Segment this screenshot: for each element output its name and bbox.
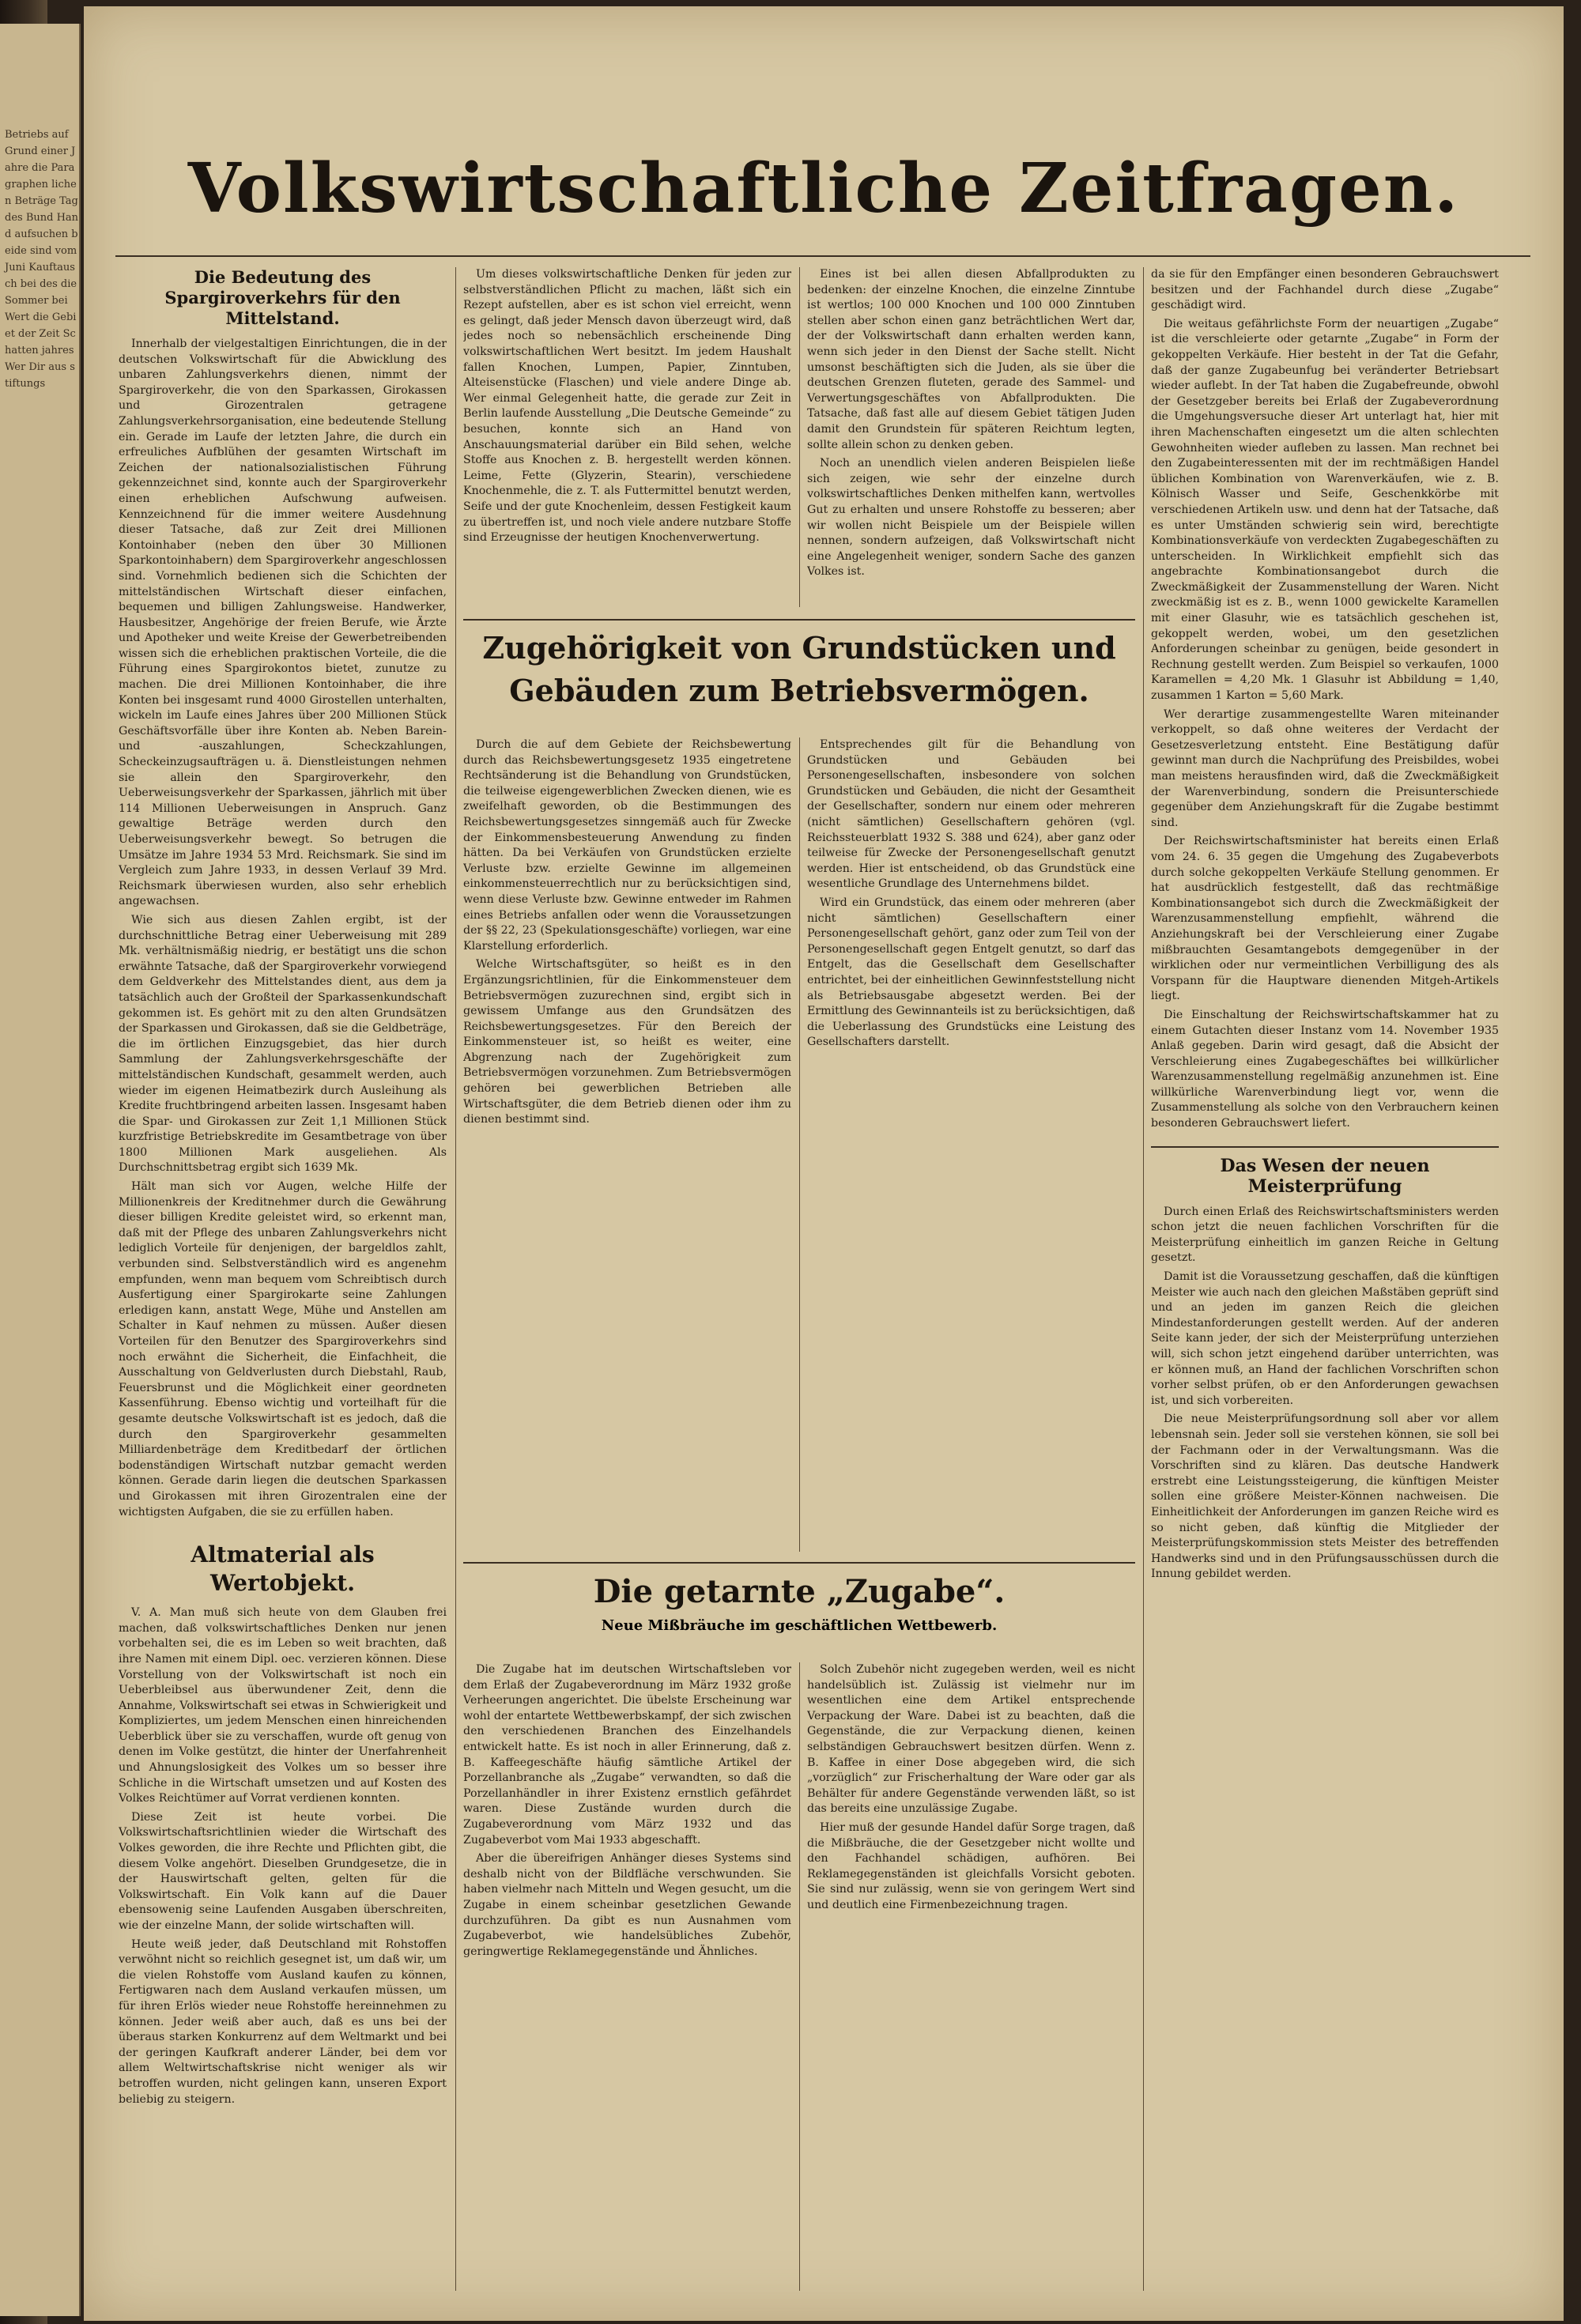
column-rule <box>799 1662 800 2291</box>
headline-zugehoerigkeit: Zugehörigkeit von Grundstücken und Gebäuden zum Betriebsvermögen. <box>482 630 1116 708</box>
previous-page-text: Betriebs auf Grund einer Jahre die Paragraphen lichen Beträge Tag des Bund Hand aufsuchen beide sind vom Juni Kauftausch bei des die Sommer bei Wert die Gebiet der Zeit Schatten jahres Wer Dir aus stiftungs <box>5 129 79 390</box>
paragraph: Innerhalb der vielgestaltigen Einrichtungen, die in der deutschen Volkswirtschaft für die Abwicklung des unbaren Zahlungsverkehrs dienen, nimmt der Spargiroverkehr, die von den Sparkassen, Girokassen und Girozentralen getragene Zahlungsverkehrsorganisation, eine bedeutende Stellung ein. Gerade im Laufe der letzten Jahre, die durch ein erfreuliches Aufblühen der gesamten Wirtschaft im Zeichen der nationalsozialistischen Führung gekennzeichnet sind, konnte auch der Spargiroverkehr einen erheblichen Aufschwung aufweisen. Kennzeichnend für die immer weitere Ausdehnung dieser Tatsache, daß zur Zeit drei Millionen Kontoinhaber (neben den über 30 Millionen Sparkontoinhabern) dem Spargiroverkehr angeschlossen sind. Vornehmlich bedienen sich die Schichten der mittelständischen Wirtschaft dieser einfachen, bequemen und billigen Zahlungsweise. Handwerker, Hausbesitzer, Angehörige der freien Berufe, wie Ärzte und Apotheker und weite Kreise der Gewerbetreibenden wissen sich die erheblichen praktischen Vorteile, die die Führung eines Spargirokontos bietet, zunutze zu machen. Die drei Millionen Kontoinhaber, die ihre Konten bei insgesamt rund 4000 Girostellen unterhalten, wickeln im Laufe eines Jahres über 200 Millionen Stück Geschäftsvorfälle über ihre Konten ab. Neben Barein- und -auszahlungen, Scheckzahlungen, Scheckeinzugsaufträgen u. ä. Dienstleistungen nehmen sie allein den Spargiroverkehr, den Ueberweisungsverkehr der Sparkassen, jährlich mit über 114 Millionen Ueberweisungen in Anspruch. Ganz gewaltige Beträge werden durch den Ueberweisungsverkehr bewegt. So betrugen die Umsätze im Jahre 1934 53 Mrd. Reichsmark. Sie sind im Vergleich zum Jahre 1933, in dessen Verlauf 39 Mrd. Reichsmark überwiesen wurden, also sehr erheblich angewachsen. <box>119 338 447 908</box>
paragraph: Der Reichswirtschaftsminister hat bereits einen Erlaß vom 24. 6. 35 gegen die Umgehung des Zugabeverbots durch solche gekoppelten Verkäufe Stellung genommen. Er hat ausdrücklich festgestellt, daß das rechtmäßige Kombinationsangebot sich durch die Zweckmäßigkeit der Warenzusammenstellung empfiehlt, während die Anziehungskraft bei der Verschleierung einer Zugabe mißbrauchten Gesamtangebots demgegenüber in der wirklichen oder nur vermeintlichen Verbilligung des als Vorspann für die Hauptware dienenden Mitgeh-Artikels liegt. <box>1151 835 1499 1003</box>
column-3-mid <box>807 738 1135 1552</box>
paragraph: Durch die auf dem Gebiete der Reichsbewertung durch das Reichsbewertungsgesetz 1935 eingetretene Rechtsänderung ist die Behandlung von Grundstücken, die teilweise eigengewerblichen Zwecken dienen, wie es zweifelhaft geworden, ob die Bestimmungen des Reichsbewertungsgesetzes sinngemäß auch für Zwecke der Einkommensbesteuerung Anwendung zu finden hätten. Da bei Verkäufen von Grundstücken erzielte Verluste bzw. erzielte Gewinne im allgemeinen einkommensteuerrechtlich nur zu berücksichtigen sind, wenn diese Verluste bzw. Gewinne entweder im Rahmen eines Betriebs anfallen oder wenn die Voraussetzungen der §§ 22, 23 (Spekulationsgeschäfte) vorliegen, war eine Klarstellung erforderlich. <box>463 738 791 953</box>
paragraph: Die neue Meisterprüfungsordnung soll aber vor allem lebensnah sein. Jeder soll sie verstehen können, sie soll bei der Fachmann oder in der Verwaltungsmann. Was die Vorschriften sind zu klären. Das deutsche Handwerk erstrebt eine Leistungssteigerung, die künftigen Meister sollen eine größere Meister-Können nachweisen. Die Einheitlichkeit der Anforderungen im ganzen Reiche wird es so nicht geben, daß künftig die Mitglieder der Meisterprüfungskommission stets Meister des betreffenden Handwerks sind und in den Prüfungsausschüssen durch die Innung gebildet werden. <box>1151 1413 1499 1581</box>
column-1 <box>119 267 447 2291</box>
column-3-top <box>807 267 1135 607</box>
paragraph: Die Einschaltung der Reichswirtschaftskammer hat zu einem Gutachten dieser Instanz vom 14. November 1935 Anlaß gegeben. Darin wird gesagt, daß die Absicht der Verschleierung eines Zugabegeschäftes bei willkürlicher Warenzusammenstellung regelmäßig anzunehmen ist. Eine willkürliche Warenverbindung liegt vor, wenn die Zusammenstellung als solche von den Verbrauchern keinen besonderen Gebrauchswert liefert. <box>1151 1008 1499 1130</box>
section-rule <box>463 1562 1135 1564</box>
zugehoerigkeit-headline-block <box>463 627 1135 722</box>
column-rule <box>799 267 800 607</box>
paragraph: Entsprechendes gilt für die Behandlung von Grundstücken und Gebäuden bei Personengesellschaften, insbesondere von solchen Grundstücken und Gebäuden, die nicht der Gesamtheit der Gesellschafter, sondern nur einem oder mehreren (nicht sämtlichen) Gesellschaftern gehören (vgl. Reichssteuerblatt 1932 S. 388 und 624), aber ganz oder teilweise für Zwecke der Personengesellschaft genutzt werden. Hier ist entscheidend, ob das Grundstück eine wesentliche Grundlage des Unternehmens bildet. <box>807 738 1135 891</box>
column-3-bottom <box>807 1662 1135 2291</box>
paragraph: Hier muß der gesunde Handel dafür Sorge tragen, daß die Mißbräuche, die der Gesetzgeber nicht wollte und den Fachhandel schädigen, aufhören. Bei Reklamegegenständen ist gleichfalls Vorsicht geboten. Sie sind nur zulässig, wenn sie von geringem Wert sind und deutlich eine Firmenbezeichnung tragen. <box>807 1820 1135 1911</box>
column-2-mid <box>463 738 791 1552</box>
paragraph: Noch an unendlich vielen anderen Beispielen ließe sich zeigen, wie sehr der einzelne durch volkswirtschaftliches Denken mithelfen kann, wertvolles Gut zu erhalten und unsere Rohstoffe zu besseren; aber wir wollen nicht Beispiele um der Beispiele willen nennen, sondern aufzeigen, daß Volkswirtschaft nicht eine Angelegenheit weniger, sondern Sache des ganzen Volkes ist. <box>807 457 1135 579</box>
column-rule <box>799 738 800 1552</box>
column-2-top <box>463 267 791 607</box>
article-altmaterial <box>119 1541 447 2107</box>
paragraph: Durch einen Erlaß des Reichswirtschaftsministers werden schon jetzt die neuen fachlichen Vorschriften für die Meisterprüfung einheitlich im ganzen Reiche in Geltung gesetzt. <box>1151 1205 1499 1265</box>
column-rule <box>455 267 456 2291</box>
masthead: Volkswirtschaftliche Zeitfragen. <box>187 149 1460 228</box>
headline-spargiro: Die Bedeutung des Spargiroverkehrs für den Mittelstand. <box>164 267 401 328</box>
paragraph: Aber die übereifrigen Anhänger dieses Systems sind deshalb nicht von der Bildfläche verschwunden. Sie haben vielmehr nach Mitteln und Wegen gesucht, um die Zugabe in einem scheinbar gesetzlichen Gewande durchzuführen. Da gibt es nun Ausnahmen vom Zugabeverbot, wie handelsübliches Zubehör, geringwertige Reklamegegenstände und Ähnliches. <box>463 1852 791 1958</box>
headline-zugabe: Die getarnte „Zugabe“. <box>593 1573 1006 1610</box>
previous-page-edge <box>0 24 81 2316</box>
article-spargiro <box>119 267 447 1520</box>
headline-altmaterial: Altmaterial als Wertobjekt. <box>191 1541 375 1597</box>
paragraph: Wer derartige zusammengestellte Waren miteinander verkoppelt, so daß ohne weiteres der Verdacht der Gesetzesverletzung entsteht. Eine Bestätigung dafür gewinnt man durch die Nachprüfung des Preisbildes, wobei man meistens herausfinden wird, daß die Zweckmäßigkeit der Warenverbindung, sondern die Preisunterschiede gegenüber dem Anziehungskraft für die Zugabe bestimmt sind. <box>1151 707 1499 829</box>
zugabe-headline-block <box>463 1571 1135 1651</box>
column-4 <box>1151 267 1499 2291</box>
paragraph: Damit ist die Voraussetzung geschaffen, daß die künftigen Meister wie auch nach den gleichen Maßstäben geprüft sind und an jeden im ganzen Reich die gleichen Mindestanforderungen gestellt werden. Auf der anderen Seite kann jeder, der sich der Meisterprüfung unterziehen will, sich schon jetzt eingehend darüber unterrichten, was er können muß, an Hand der fachlichen Vorschriften schon vorher selbst prüfen, ob er den Anforderungen gewachsen ist, und sich vorbereiten. <box>1151 1270 1499 1407</box>
paragraph: Die weitaus gefährlichste Form der neuartigen „Zugabe“ ist die verschleierte oder getarnte „Zugabe“ in Form der gekoppelten Verkäufe. Hier besteht in der Tat die Gefahr, daß der ganze Zugabeunfug bei veränderter Betriebsart wieder auflebt. In der Tat haben die Zugabefreunde, obwohl der Gesetzgeber bereits bei Erlaß der Zugabeverordnung die Umgehungsversuche dieser Art unterlagt hat, hier mit ihren Machenschaften eingesetzt um die alten schlechten Gewohnheiten wieder aufleben zu lassen. Man rechnet bei den Zugabeinteressenten mit der im rechtmäßigen Handel üblichen Kombination von Warenverkäufen, wie z. B. Kölnisch Wasser und Seife, Geschenkkörbe mit verschiedenen Artikeln usw. und denn hat der Tatsache, daß es unter Umständen schwierig sein wird, berechtigte Kombinationsverkäufe von verdeckten Zugabegeschäften zu unterscheiden. In Wirklichkeit empfiehlt sich das angebrachte Kombinationsangebot durch die Zweckmäßigkeit der Zusammenstellung der Waren. Nicht zweckmäßig ist es z. B., wenn 1000 gewickelte Karamellen mit einer Glasuhr, wie es tatsächlich geschehen ist, gekoppelt werden, wobei, um den gesetzlichen Anforderungen scheinbar zu genügen, beide gesondert in Rechnung gestellt werden. Zum Beispiel so verkaufen, 1000 Karamellen = 4,20 Mk. 1 Glasuhr ist Abbildung = 1,40, zusammen 1 Karton = 5,60 Mark. <box>1151 317 1499 703</box>
paragraph: Wie sich aus diesen Zahlen ergibt, ist der durchschnittliche Betrag einer Ueberweisung mit 289 Mk. verhältnismäßig niedrig, er bestätigt uns die schon erwähnte Tatsache, daß der Spargiroverkehr vorwiegend dem Geldverkehr des Mittelstandes dient, aus dem ja tatsächlich auch der Großteil der Sparkassenkundschaft gekommen ist. Es gehört mit zu den alten Grundsätzen der Sparkassen und Girokassen, daß sie die Geldbeträge, die im örtlichen Einzugsgebiet, das hier durch Sammlung der Zahlungsverkehrsgeschäfte der mittelständischen Kundschaft, gesammelt werden, auch wieder im eigenen Heimatbezirk durch Ausleihung als Kredite fruchtbringend arbeiten lassen. Insgesamt haben die Spar- und Girokassen zur Zeit 1,1 Millionen Stück kurzfristige Betriebskredite im Gesamtbetrage von über 1800 Millionen Mark ausgeliehen. Als Durchschnittsbetrag ergibt sich 1639 Mk. <box>119 913 447 1175</box>
headline-meister: Das Wesen der neuen Meisterprüfung <box>1220 1155 1430 1197</box>
column-2-bottom <box>463 1662 791 2291</box>
paragraph: Um dieses volkswirtschaftliche Denken für jeden zur selbstverständlichen Pflicht zu machen, läßt sich ein Rezept aufstellen, aber es ist schon viel erreicht, wenn es gelingt, daß jeder Mensch davon überzeugt wird, daß jedes noch so nebensächlich erscheinende Ding volkswirtschaftlichen Wert besitzt. Im jedem Haushalt fallen Knochen, Lumpen, Papier, Zinntuben, Alteisenstücke (Flaschen) und viele andere Dinge ab. Wer einmal Gelegenheit hatte, die gerade zur Zeit in Berlin laufende Ausstellung „Die Deutsche Gemeinde“ zu besuchen, konnte sich an Hand von Anschauungsmaterial darüber ein Bild sehen, welche Stoffe aus Knochen z. B. hergestellt werden können. Leime, Fette (Glyzerin, Stearin), verschiedene Knochenmehle, die z. T. als Futtermittel benutzt werden, Seife und der gute Knochenleim, dessen Festigkeit kaum zu übertreffen ist, und noch viele andere nutzbare Stoffe sind Erzeugnisse der heutigen Knochenverwertung. <box>463 268 791 545</box>
subhead-zugabe: Neue Mißbräuche im geschäftlichen Wettbewerb. <box>601 1617 998 1634</box>
section-rule <box>463 619 1135 621</box>
column-rule <box>1143 267 1144 2291</box>
paragraph: Hält man sich vor Augen, welche Hilfe der Millionenkreis der Kreditnehmer durch die Gewährung dieser billigen Kredite geleistet wird, so erkennt man, daß mit der Pflege des unbaren Zahlungsverkehrs nicht lediglich Vorteile für denjenigen, der bargeldlos zahlt, verbunden sind. Selbstverständlich wird es angenehm empfunden, wenn man bequem vom Schreibtisch durch Ausfertigung einer Spargirokarte seine Zahlungen erledigen kann, anstatt Wege, Mühe und Anstellen am Schalter in Kauf nehmen zu müssen. Außer diesen Vorteilen für den Benutzer des Spargiroverkehrs sind noch erwähnt die Sicherheit, die Einfachheit, die Ausschaltung von Geldverlusten durch Diebstahl, Raub, Feuersbrunst und die Möglichkeit einer geordneten Kassenführung. Ebenso wichtig und vorteilhaft für die gesamte deutsche Volkswirtschaft ist es jedoch, daß die durch den Spargiroverkehr gesammelten Milliardenbeträge dem Kreditbedarf der örtlichen bodenständigen Wirtschaft nutzbar gemacht werden können. Gerade darin liegen die deutschen Sparkassen und Girokassen mit ihren Girozentralen eine der wichtigsten Aufgaben, die sie zu erfüllen haben. <box>119 1180 447 1519</box>
paragraph: Diese Zeit ist heute vorbei. Die Volkswirtschaftsrichtlinien wieder die Wirtschaft des Volkes geworden, die ihre Rechte und Pflichten gibt, die diesem Volke angehört. Dieselben Grundgesetze, die in der Hauswirtschaft gelten, gelten für die Volkswirtschaft. Ein Volk kann auf die Dauer ebensowenig seine Laufenden Ausgaben überschreiten, wie der einzelne Mann, der solide wirtschaften will. <box>119 1810 447 1932</box>
paragraph: Welche Wirtschaftsgüter, so heißt es in den Ergänzungsrichtlinien, für die Einkommensteuer dem Betriebsvermögen zuzurechnen sind, ergibt sich in gewissem Umfange aus den Grundsätzen des Reichsbewertungsgesetzes. Für den Bereich der Einkommensteuer ist, so heißt es weiter, eine Abgrenzung nach der Zugehörigkeit zum Betriebsvermögen vorzunehmen. Zum Betriebsvermögen gehören bei gewerblichen Betrieben alle Wirtschaftsgüter, die dem Betrieb dienen oder ihm zu dienen bestimmt sind. <box>463 958 791 1126</box>
paragraph: Heute weiß jeder, daß Deutschland mit Rohstoffen verwöhnt nicht so reichlich gesegnet ist, um daß wir, um die vielen Rohstoffe vom Ausland kaufen zu können, Fertigwaren nach dem Ausland verkaufen müssen, um für ihren Erlös wieder neue Rohstoffe hereinnehmen zu können. Jeder weiß aber auch, daß es uns bei der überaus starken Konkurrenz auf dem Weltmarkt und bei der geringen Kaufkraft anderer Länder, bei dem vor allem Weltwirtschaftskrise nicht weniger als wir betroffen wurden, nicht gelingen kann, unseren Export beliebig zu steigern. <box>119 1937 447 2106</box>
masthead-rule <box>115 255 1530 257</box>
paragraph: Eines ist bei allen diesen Abfallprodukten zu bedenken: der einzelne Knochen, die einzelne Zinntube ist wertlos; 100 000 Knochen und 100 000 Zinntuben stellen aber schon einen ganz beträchtlichen Wert dar, der der Volkswirtschaft dann erhalten werden kann, wenn sich jeder in den Dienst der Sache stellt. Nicht umsonst beschäftigten sich die Juden, als sie über die deutschen Grenzen fluteten, gerade des Sammel- und Verwertungsgeschäftes von Abfallprodukten. Die Tatsache, daß fast alle auf diesem Gebiet tätigen Juden damit den Grundstein für späteren Reichtum legten, sollte allein schon zu denken geben. <box>807 268 1135 451</box>
paragraph: da sie für den Empfänger einen besonderen Gebrauchswert besitzen und der Fachhandel durch diese „Zugabe“ geschädigt wird. <box>1151 268 1499 312</box>
paragraph: Die Zugabe hat im deutschen Wirtschaftsleben vor dem Erlaß der Zugabeverordnung im März 1932 große Verheerungen angerichtet. Die übelste Erscheinung war wohl der entartete Wettbewerbskampf, der sich zwischen den verschiedenen Branchen des Einzelhandels entwickelt hatte. Es ist noch in aller Erinnerung, daß z. B. Kaffeegeschäfte häufig sämtliche Artikel der Porzellanbranche als „Zugabe“ verwandten, so daß die Porzellanhändler in ihrer Existenz ernstlich gefährdet waren. Diese Zustände wurden durch die Zugabeverordnung vom März 1932 und das Zugabeverbot vom Mai 1933 abgeschafft. <box>463 1663 791 1847</box>
paragraph: Wird ein Grundstück, das einem oder mehreren (aber nicht sämtlichen) Gesellschaftern einer Personengesellschaft gehört, ganz oder zum Teil von der Personengesellschaft gegen Entgelt genutzt, so darf das Entgelt, das die Gesellschaft dem Gesellschafter entrichtet, bei der einheitlichen Gewinnfeststellung nicht als Betriebsausgabe abgesetzt werden. Bei der Ermittlung des Gewinnanteils ist zu berücksichtigen, daß die Ueberlassung des Grundstücks eine Leistung des Gesellschafters darstellt. <box>807 896 1135 1049</box>
newspaper-page <box>84 6 1564 2321</box>
paragraph: V. A. Man muß sich heute von dem Glauben frei machen, daß volkswirtschaftliches Denken nur jenen vorbehalten sei, die es im Leben so weit brachten, daß ihre Namen mit einem Dipl. oec. verzieren können. Diese Vorstellung von der Volkswirtschaft ist noch ein Ueberbleibsel aus überwundener Zeit, denn die Annahme, Volkswirtschaft sei etwas in Schwierigkeit und Kompliziertes, um jedem Menschen einen hinreichenden Ueberblick über sie zu verschaffen, wurde oft genug von denen im Volke gestützt, die hinter der Unerfahrenheit und Ahnungslosigkeit des Volkes um so besser ihre Schliche in die Wirtschaft umsetzen und auf Kosten des Volkes Reichtümer auf Vorrat verdienen konnten. <box>119 1606 447 1805</box>
paragraph: Solch Zubehör nicht zugegeben werden, weil es nicht handelsüblich ist. Zulässig ist vielmehr nur im wesentlichen eine dem Artikel entsprechende Verpackung der Ware. Dabei ist zu beachten, daß die Gegenstände, die zur Verpackung dienen, keinen selbständigen Gebrauchswert besitzen dürfen. Wenn z. B. Kaffee in einer Dose abgegeben wird, die sich „vorzüglich“ zur Frischerhaltung der Ware oder gar als Behälter für andere Gegenstände verwenden läßt, so ist das bereits eine unzulässige Zugabe. <box>807 1663 1135 1816</box>
